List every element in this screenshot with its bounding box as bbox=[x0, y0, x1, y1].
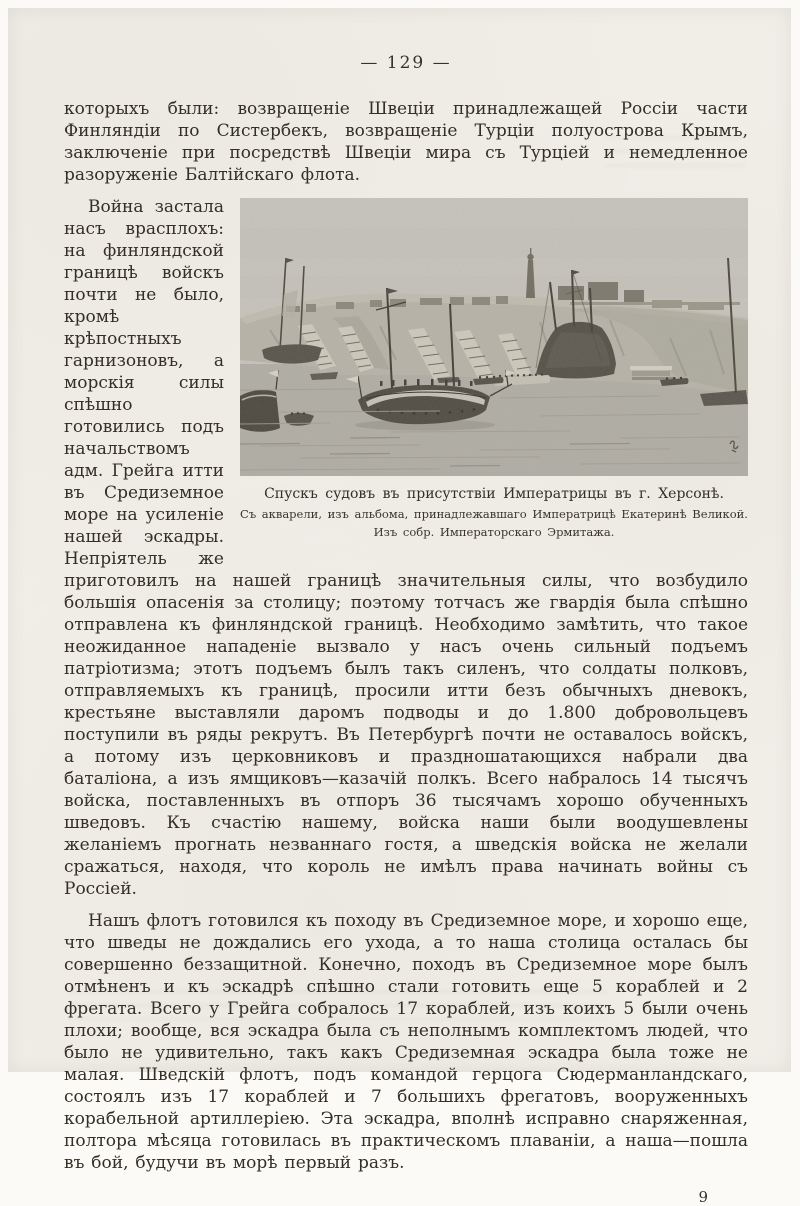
figure-text-flow bbox=[64, 196, 748, 900]
figure-caption-collection: Изъ собр. Императорскаго Эрмитажа. bbox=[373, 525, 615, 539]
signature-number: 9 bbox=[698, 1188, 708, 1206]
figure-caption bbox=[240, 485, 748, 540]
page-number-header: — 129 — bbox=[360, 53, 452, 73]
harbor-scene-image bbox=[240, 198, 748, 476]
kherson-harbor-illustration bbox=[240, 198, 748, 476]
scanned-book-page bbox=[8, 8, 791, 1206]
figure-caption-title: Спускъ судовъ въ присутствіи Императрицы въ г. Херсонѣ. bbox=[264, 486, 724, 502]
halftone-grain bbox=[240, 198, 748, 476]
figure-caption-source: Съ акварели, изъ альбома, принадлежавшаго Императрицѣ Екатеринѣ Великой. bbox=[240, 507, 748, 521]
paragraph-our-fleet: Нашъ флотъ готовился къ походу въ Средиземное море, и хорошо еще, что шведы не дождались его ухода, а то наша столица осталась бы совершенно беззащитной. Конечно, походъ въ Средиземное море былъ отмѣненъ и къ эскадрѣ спѣшно стали готовить еще 5 кораблей и 2 фрегата. Всего у Грейга собралось 17 кораблей, изъ коихъ 5 были очень плохи; вообще, вся эскадра была съ неполнымъ комплектомъ людей, что было не удивительно, такъ какъ Средиземная эскадра была тоже не малая. Шведскій флотъ, подъ командой герцога Сюдерманландскаго, состоялъ изъ 17 кораблей и 7 большихъ фрегатовъ, вооруженныхъ корабельной артиллеріею. Эта эскадра, вполнѣ исправно снаряженная, полтора мѣсяца готовилась въ практическомъ плаваніи, а наша—пошла въ бой, будучи въ морѣ первый разъ. bbox=[64, 911, 748, 1173]
paragraph-war-caught-us: Война застала насъ врасплохъ: на финляндской границѣ войскъ почти не было, кромѣ крѣпостныхъ гарнизоновъ, а морскія силы спѣшно готовились подъ начальствомъ адм. Грейга итти въ Средиземное море на усиленіе нашей эскадры. Непріятель же приготовилъ на нашей границѣ значительныя силы, что возбудило большія опасенія за столицу; поэтому тотчасъ же гвардія была спѣшно отправлена къ финляндской границѣ. Необходимо замѣтить, что такое неожиданное нападеніе вызвало у насъ очень сильный подъемъ патріотизма; этотъ подъемъ былъ такъ силенъ, что солдаты полковъ, отправляемыхъ къ границѣ, просили итти безъ обычныхъ дневокъ, крестьяне выставляли даромъ подводы и до 1.800 добровольцевъ поступили въ ряды рекрутъ. Въ Петербургѣ почти не оставалось войскъ, а потому изъ церковниковъ и праздношатающихся набрали два баталіона, а изъ ямщиковъ—казачій полкъ. Всего набралось 14 тысячъ войска, поставленныхъ въ отпоръ 36 тысячамъ хорошо обученныхъ шведовъ. Къ счастію нашему, войска наши были воодушевлены желаніемъ прогнать незваннаго гостя, а шведскія войска не желали сражаться, находя, что король не имѣлъ права начинать войны съ Россіей. bbox=[64, 197, 748, 899]
figure-plate bbox=[240, 198, 748, 540]
paragraph-continuation: которыхъ были: возвращеніе Швеціи принадлежащей Россіи части Финляндіи по Систербекъ, возвращеніе Турціи полуострова Крымъ, заключеніе при посредствѣ Швеціи мира съ Турціей и немедленное разоруженіе Балтійскаго флота. bbox=[64, 99, 748, 185]
page-content bbox=[64, 8, 748, 1206]
